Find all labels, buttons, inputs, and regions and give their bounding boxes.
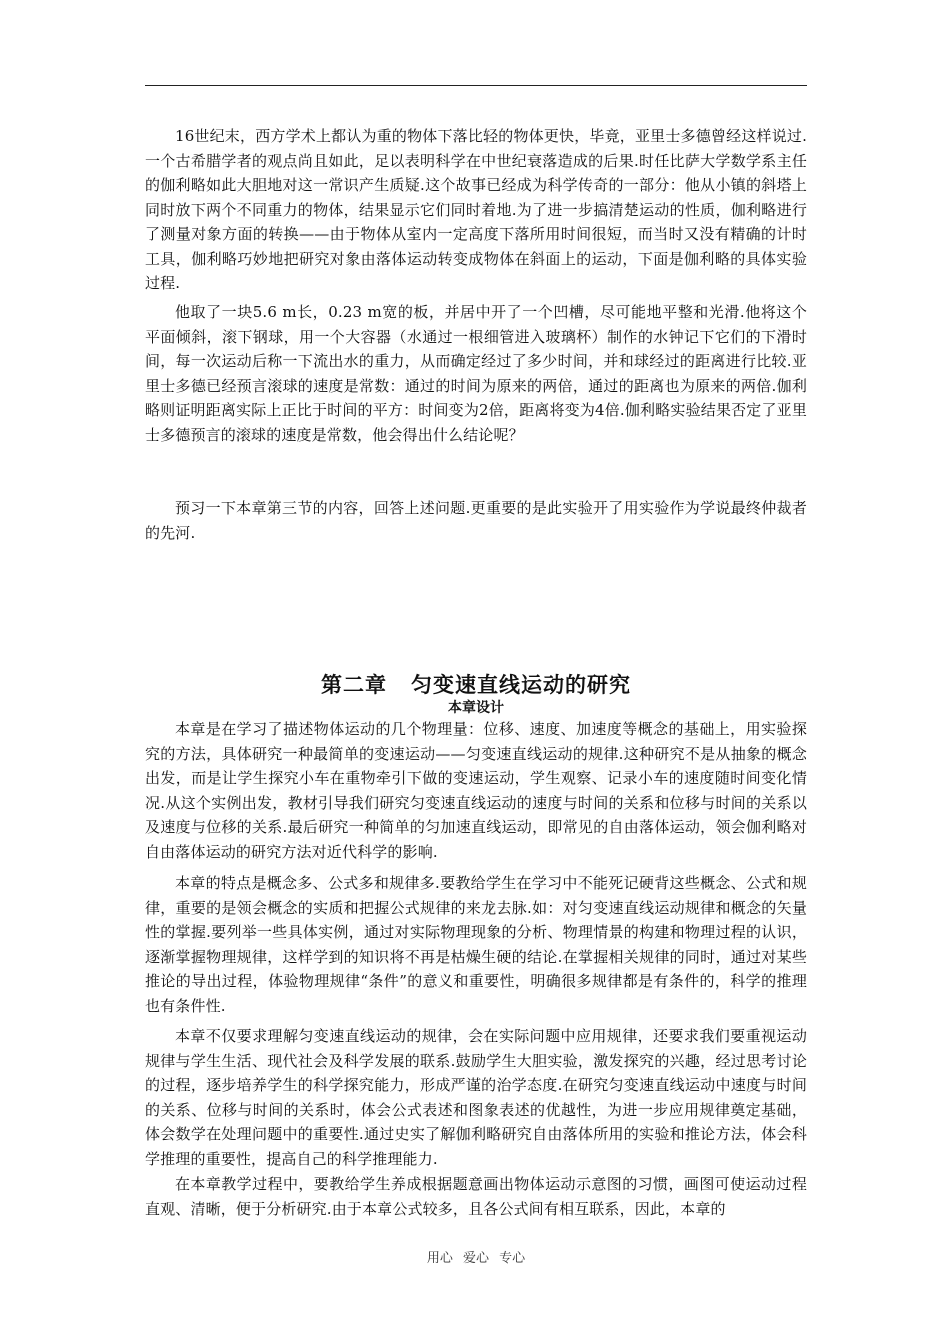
section-subtitle: 本章设计 xyxy=(448,700,504,716)
chapter-paragraph-4: 在本章教学过程中，要教给学生养成根据题意画出物体运动示意图的习惯，画图可使运动过程直观、清晰，便于分析研究.由于本章公式较多，且各公式间有相互联系，因此，本章的 xyxy=(145,1175,807,1218)
chapter-paragraph-3: 本章不仅要求理解匀变速直线运动的规律，会在实际问题中应用规律，还要求我们要重视运动规律与学生生活、现代社会及科学发展的联系.鼓励学生大胆实验，激发探究的兴趣，经过思考讨论的过程，逐步培养学生的科学探究能力，形成严谨的治学态度.在研究匀变速直线运动中速度与时间的关系、位移与时间的关系时，体会公式表述和图象表述的优越性，为进一步应用规律奠定基础，体会数学在处理问题中的重要性.通过史实了解伽利略研究自由落体所用的实验和推论方法，体会科学推理的重要性，提高自己的科学推理能力. xyxy=(145,1027,807,1168)
intro-paragraph-3: 预习一下本章第三节的内容，回答上述问题.更重要的是此实验开了用实验作为学说最终仲裁者的先河. xyxy=(145,499,807,542)
chapter-paragraph-2: 本章的特点是概念多、公式多和规律多.要教给学生在学习中不能死记硬背这些概念、公式和规律，重要的是领会概念的实质和把握公式规律的来龙去脉.如：对匀变速直线运动规律和概念的矢量性的掌握.要列举一些具体实例，通过对实际物理现象的分析、物理情景的构建和物理过程的认识，逐渐掌握物理规律，这样学到的知识将不再是枯燥生硬的结论.在掌握相关规律的同时，通过对某些推论的导出过程，体验物理规律“条件”的意义和重要性，明确很多规律都是有条件的，科学的推理也有条件性. xyxy=(145,874,807,1015)
header-rule xyxy=(145,85,807,86)
intro-paragraph-1: 16世纪末，西方学术上都认为重的物体下落比轻的物体更快，毕竟，亚里士多德曾经这样说过.一个古希腊学者的观点尚且如此，足以表明科学在中世纪衰落造成的后果.时任比萨大学数学系主任的伽利略如此大胆地对这一常识产生质疑.这个故事已经成为科学传奇的一部分：他从小镇的斜塔上同时放下两个不同重力的物体，结果显示它们同时着地.为了进一步搞清楚运动的性质，伽利略进行了测量对象方面的转换——由于物体从室内一定高度下落所用时间很短，而当时又没有精确的计时工具，伽利略巧妙地把研究对象由落体运动转变成物体在斜面上的运动，下面是伽利略的具体实验过程. xyxy=(145,127,807,292)
page-footer: 用心 爱心 专心 xyxy=(426,1251,526,1266)
chapter-title xyxy=(145,671,807,699)
intro-paragraph-2: 他取了一块5.6 m长，0.23 m宽的板，并居中开了一个凹槽，尽可能地平整和光滑.他将这个平面倾斜，滚下钢球，用一个大容器（水通过一根细管进入玻璃杯）制作的水钟记下它们的下滑时间，每一次运动后称一下流出水的重力，从而确定经过了多少时间，并和球经过的距离进行比较.亚里士多德已经预言滚球的速度是常数：通过的时间为原来的两倍，通过的距离也为原来的两倍.伽利略则证明距离实际上正比于时间的平方：时间变为2倍，距离将变为4倍.伽利略实验结果否定了亚里士多德预言的滚球的速度是常数，他会得出什么结论呢？ xyxy=(145,303,807,444)
chapter-paragraph-1: 本章是在学习了描述物体运动的几个物理量：位移、速度、加速度等概念的基础上，用实验探究的方法，具体研究一种最简单的变速运动——匀变速直线运动的规律.这种研究不是从抽象的概念出发，而是让学生探究小车在重物牵引下做的变速运动，学生观察、记录小车的速度随时间变化情况.从这个实例出发，教材引导我们研究匀变速直线运动的速度与时间的关系和位移与时间的关系以及速度与位移的关系.最后研究一种简单的匀加速直线运动，即常见的自由落体运动，领会伽利略对自由落体运动的研究方法对近代科学的影响. xyxy=(145,720,807,861)
chapter-number: 第二章 xyxy=(321,673,387,697)
chapter-name: 匀变速直线运动的研究 xyxy=(411,673,631,697)
